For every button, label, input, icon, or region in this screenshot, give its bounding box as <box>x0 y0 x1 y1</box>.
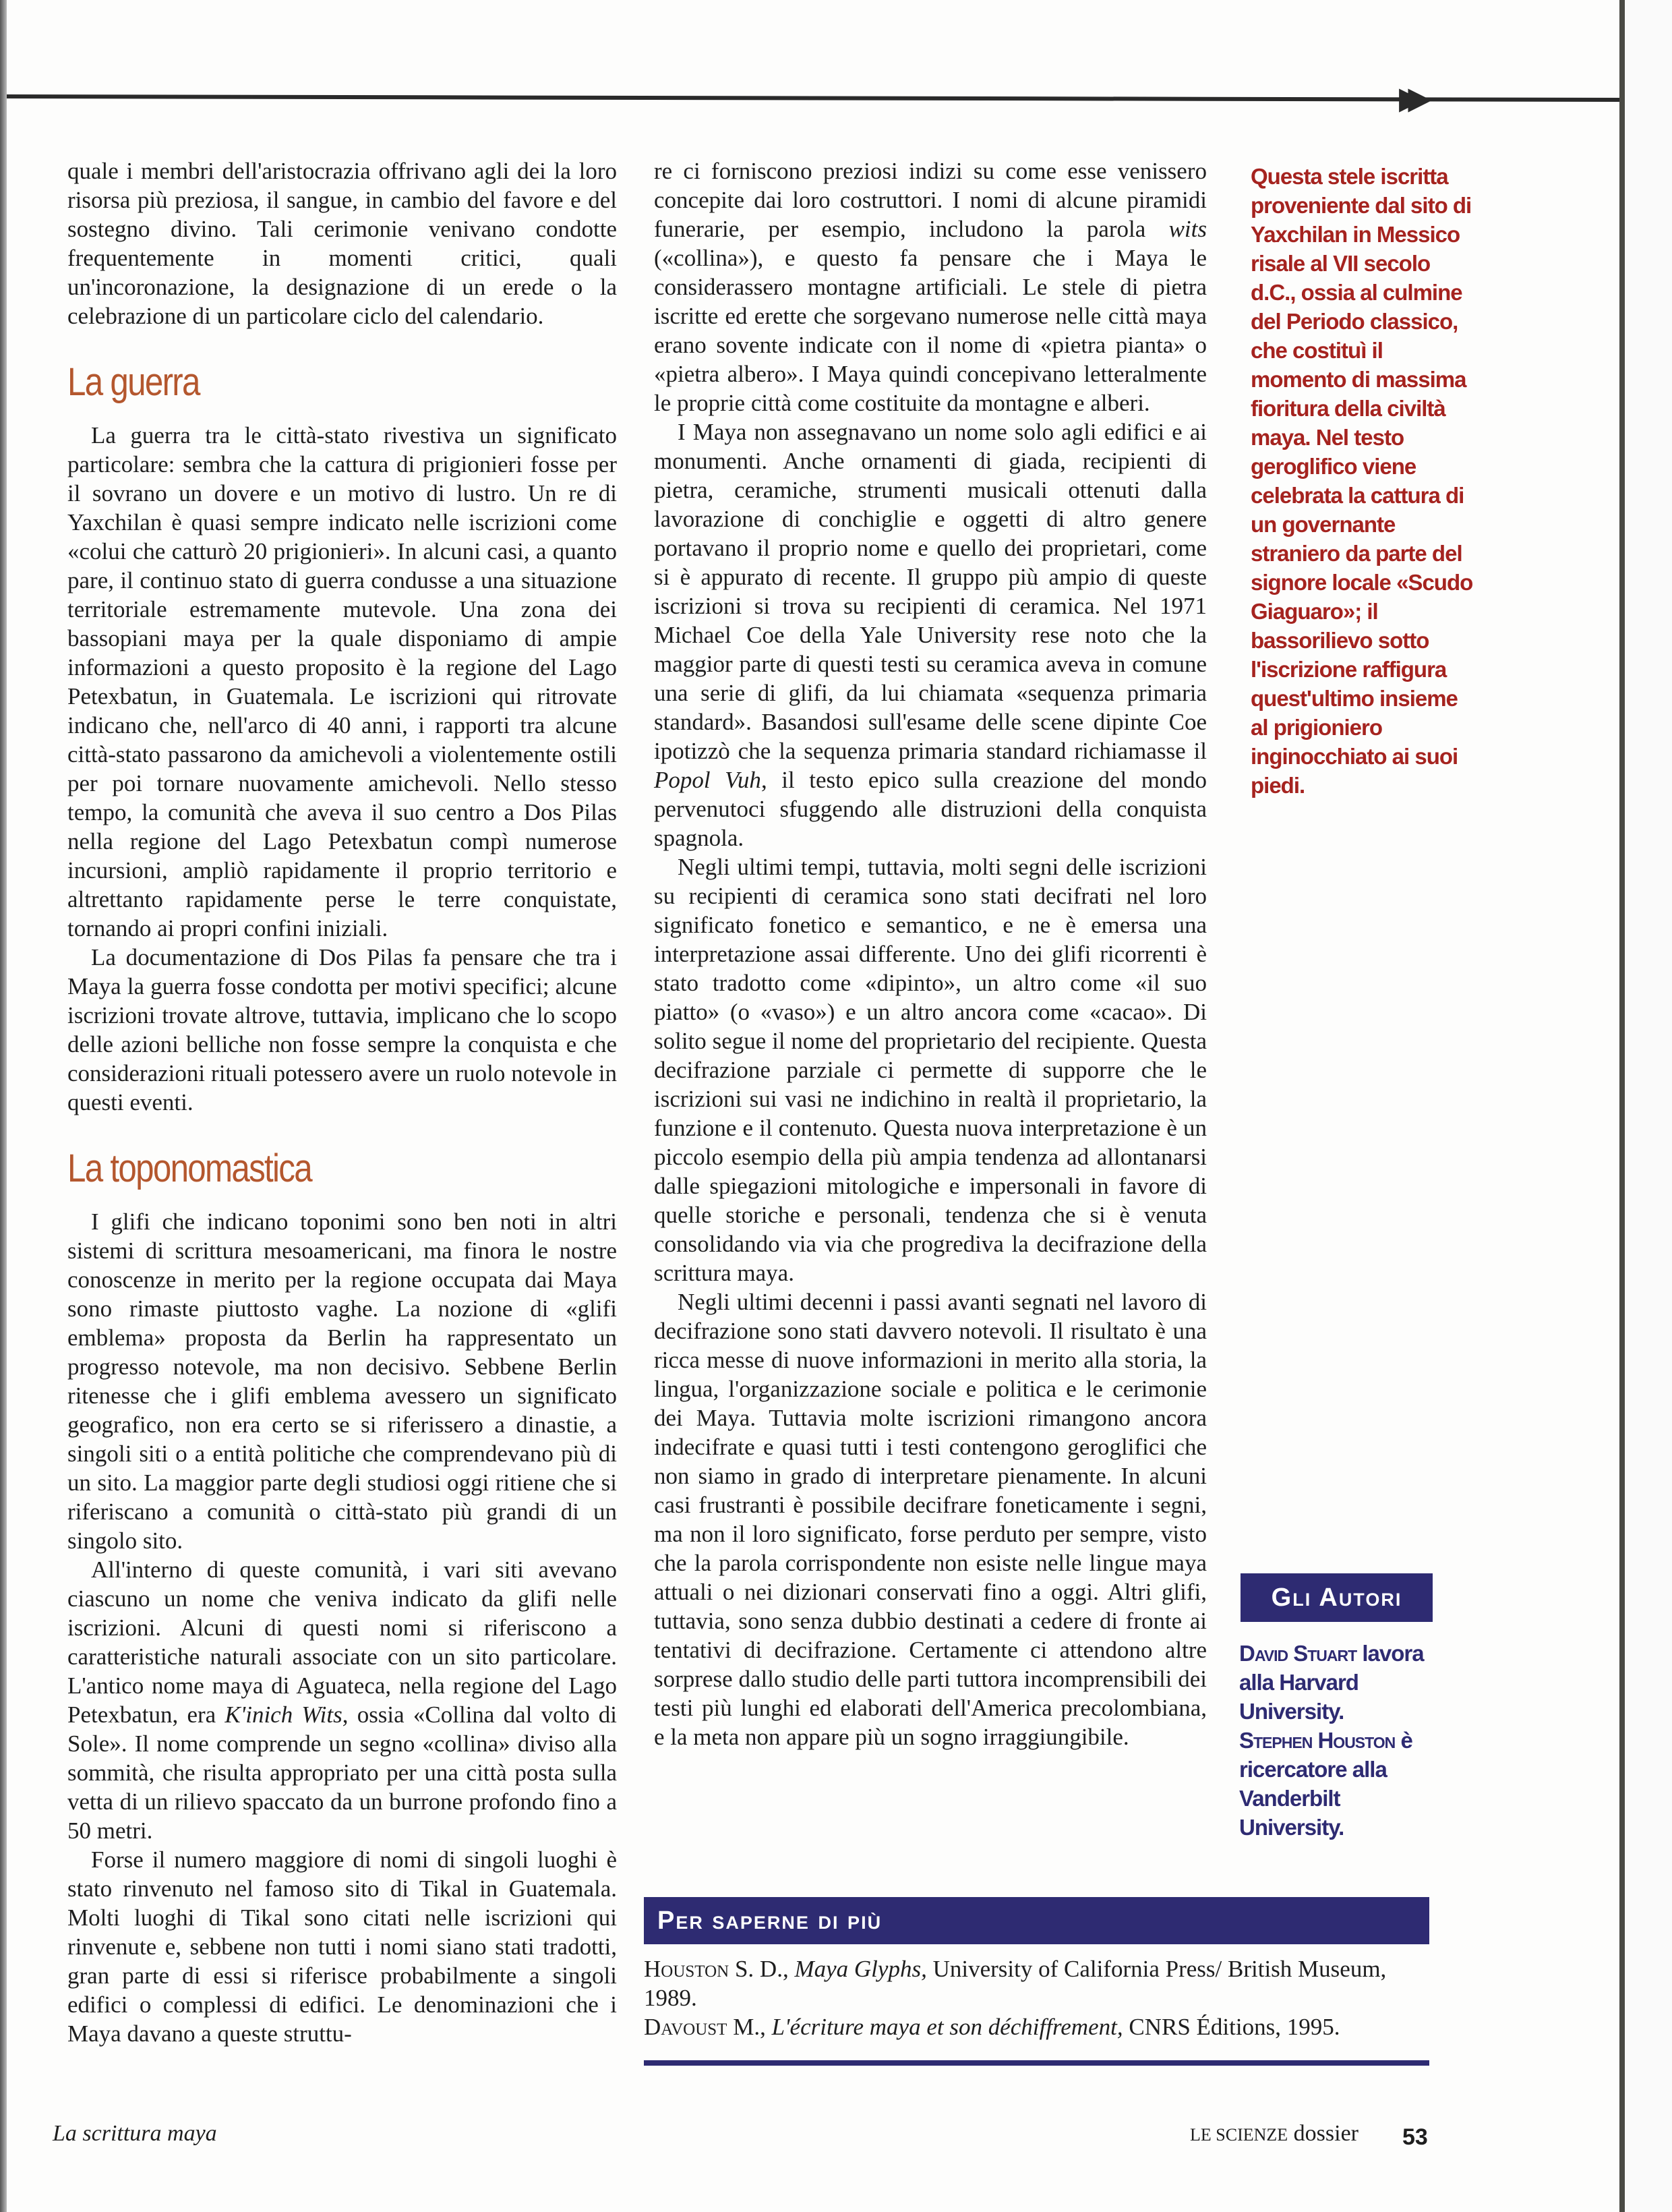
paragraph-text: All'interno di queste comunità, i vari siti avevano ciascuno un nome che veniva indicato da glifi nelle iscrizioni. Alcuni di questi nomi si riferiscono a caratteristiche naturali associate con un sito particolare. L'antico nome maya di Aguateca, nella regione del Lago Petexbatun, era <box>67 1556 617 1728</box>
paragraph-text: , il testo epico sulla creazione del mondo pervenutoci sfuggendo alle distruzioni della conquista spagnola. <box>654 767 1207 851</box>
box-bottom-rule <box>644 2060 1429 2066</box>
italic-term: K'inich Wits <box>225 1701 342 1728</box>
paragraph-text: I glifi che indicano toponimi sono ben noti in altri sistemi di scrittura mesoamericani, ma finora le nostre conoscenze in merito per la regione occupata dai Maya sono rimaste piuttosto vaghe. La nozione di «glifi emblema» proposta da Berlin ha rappresentato un progresso notevole, ma non decisivo. Sebbene Berlin ritenesse che i glifi emblema avessero un significato geografico, non era certo se si riferissero a dinastie, a singoli siti o a entità politiche che comprendevano più di un sito. La maggior parte degli studiosi oggi ritiene che si riferiscano a comunità o città-stato più grandi di un singolo sito. <box>67 1209 617 1554</box>
page-edge-right <box>1619 0 1625 2212</box>
image-caption: Questa stele iscritta proveniente dal sito di Yaxchilan in Messico risale al VII secolo d.C., ossia al culmine del Periodo classico, che costituì il momento di massima fioritura della civiltà maya. Nel testo geroglifico viene celebrata la cattura di un governante straniero da parte del signore locale «Scudo Giaguaro»; il bassorilievo sotto l'iscrizione raffigura quest'ultimo insieme al prigioniero inginocchiato ai suoi piedi. <box>1251 164 1473 798</box>
body-paragraph <box>654 417 1207 852</box>
body-paragraph <box>67 156 617 330</box>
italic-term: Popol Vuh <box>654 767 761 793</box>
paragraph-text: , ossia «Collina dal volto di Sole». Il nome comprende un segno «collina» diviso alla sommità, che risulta appropriato per una città posta sulla vetta di un rilievo spaccato da un burrone profondo fino a 50 metri. <box>67 1701 618 1844</box>
paragraphs-toponyms <box>67 1207 617 2048</box>
author-bio: è ricercatore alla Vanderbilt University. <box>1239 1728 1412 1840</box>
authors-heading: Gli Autori <box>1241 1573 1433 1622</box>
paragraphs-war <box>67 421 617 1117</box>
reference-publisher: CNRS Éditions, 1995. <box>1129 2014 1340 2040</box>
body-paragraph <box>67 421 617 943</box>
section-heading-toponyms: La toponomastica <box>67 1146 311 1190</box>
body-paragraph <box>67 1845 617 2048</box>
magazine-series: dossier <box>1293 2121 1358 2146</box>
left-column <box>67 156 617 2048</box>
paragraph-text: Negli ultimi decenni i passi avanti segnati nel lavoro di decifrazione sono stati davvero notevoli. Il risultato è una ricca messe di nuove informazioni in merito alla storia, la lingua, l'organizzazione sociale e politica e le cerimonie dei Maya. Tuttavia molte iscrizioni rimangono ancora indecifrate e quasi tutti i testi contengono geroglifici che non siamo in grado di interpretare pienamente. In alcuni casi frustranti è possibile decifrare foneticamente i segni, ma non il loro significato, forse perduto per sempre, visto che la parola corrispondente non esiste nelle lingue maya attuali o nei dizionari conservati fino a oggi. Altri glifi, tuttavia, sono senza dubbio destinati a cedere di fronte ai tentativi di decifrazione. Certamente ci attendono altre sorprese dallo studio delle parti tuttora incomprensibili dei testi più lunghi ed elaborati dell'America precolombiana, e la meta non appare più un sogno irraggiungibile. <box>654 1289 1207 1750</box>
section-heading-war: La guerra <box>67 360 200 404</box>
body-paragraph <box>67 1207 617 1555</box>
body-paragraph <box>654 852 1207 1287</box>
paragraphs-before <box>67 156 617 330</box>
middle-column <box>654 156 1207 1751</box>
footer-magazine <box>1190 2121 1358 2147</box>
page-margin-right <box>1625 0 1672 2212</box>
magazine-name: LE SCIENZE <box>1190 2125 1288 2145</box>
paragraph-text: quale i membri dell'aristocrazia offrivano agli dei la loro risorsa più preziosa, il sangue, in cambio del favore e del sostegno divino. Tali cerimonie venivano condotte frequentemente in momenti critici, quali un'incoronazione, la designazione di un erede o la celebrazione di un particolare ciclo del calendario. <box>67 158 617 329</box>
reference-title: Maya Glyphs, <box>794 1956 927 1982</box>
paragraph-text: La guerra tra le città-stato rivestiva un significato particolare: sembra che la cattura di prigionieri fosse per il sovrano un dovere e un motivo di lustro. Un re di Yaxchilan è quasi sempre indicato nelle iscrizioni come «colui che catturò 20 prigionieri». In alcuni casi, a quanto pare, il continuo stato di guerra condusse a una situazione territoriale estremamente mutevole. Una zona dei bassopiani maya per la quale disponiamo di ampie informazioni a questo proposito è la regione del Lago Petexbatun, in Guatemala. Le iscrizioni qui ritrovate indicano che, nell'arco di 40 anni, i rapporti tra alcune città-stato passarono da amichevoli a violentemente ostili per poi tornare nuovamente amichevoli. Nello stesso tempo, la comunità che aveva il suo centro a Dos Pilas nella regione del Lago Petexbatun compì numerose incursioni, ampliò rapidamente il proprio territorio e altrettanto rapidamente perse le terre conquistate, tornando ai propri confini iniziali. <box>67 422 617 941</box>
page-number: 53 <box>1402 2124 1428 2150</box>
body-paragraph <box>67 943 617 1117</box>
paragraphs-middle <box>654 156 1207 1751</box>
reference-title: L'écriture maya et son déchiffrement, <box>771 2014 1123 2040</box>
paragraph-text: Negli ultimi tempi, tuttavia, molti segni delle iscrizioni su recipienti di ceramica sono stati decifrati nel loro significato fonetico e semantico, e ne è emersa una interpretazione assai differente. Uno dei glifi ricorrenti è stato tradotto come «dipinto», un altro come «il suo piatto» (o «vaso») e un altro ancora come «cacao». Di solito segue il nome del proprietario del recipiente. Questa decifrazione parziale ci permette di supporre che le iscrizioni sui vasi ne indichino in realtà il proprietario, la funzione e il contenuto. Questa nuova interpretazione è un piccolo esempio della più ampia tendenza ad allontanarsi dalle spiegazioni mitologiche e impersonali in favore di quelle storiche e personali, tendenza che si è venuta consolidando via via che progrediva la decifrazione della scrittura maya. <box>654 854 1207 1286</box>
reference-item <box>644 1954 1429 2012</box>
author-bio: lavora alla Harvard University. <box>1239 1641 1424 1724</box>
body-paragraph <box>67 1555 617 1845</box>
italic-term: wits <box>1168 216 1207 242</box>
further-reading-list <box>644 1954 1429 2041</box>
reference-author: Houston S. D., <box>644 1956 789 1982</box>
reference-item <box>644 2012 1429 2041</box>
paragraph-text: («collina»), e questo fa pensare che i Maya le considerassero montagne artificiali. Le stele di pietra iscritte ed erette che sorgevano numerose nelle città maya erano sovente indicate con il nome di «pietra pianta» o «pietra albero». I Maya quindi concepivano letteralmente le proprie città come costituite da montagne e alberi. <box>654 245 1207 416</box>
reference-author: Davoust M., <box>644 2014 766 2040</box>
continue-arrows-icon: ▶▶ <box>1399 80 1417 116</box>
page-edge-left <box>0 0 7 2212</box>
body-paragraph <box>654 1287 1207 1751</box>
authors-box <box>1239 1639 1441 1842</box>
author-name: David Stuart <box>1239 1641 1357 1666</box>
paragraph-text: Forse il numero maggiore di nomi di singoli luoghi è stato rinvenuto nel famoso sito di Tikal in Guatemala. Molti luoghi di Tikal sono citati nelle iscrizioni qui rinvenute e, sebbene non tutti i nomi siano stati tradotti, gran parte di essi si riferisce probabilmente a singoli edifici o complessi di edifici. Le denominazioni che i Maya davano a queste struttu- <box>67 1846 617 2047</box>
further-reading-heading: Per saperne di più <box>644 1897 1429 1944</box>
paragraph-text: La documentazione di Dos Pilas fa pensare che tra i Maya la guerra fosse condotta per motivi specifici; alcune iscrizioni trovate altrove, tuttavia, implicano che lo scopo delle azioni belliche non fosse sempre la conquista e che considerazioni rituali potessero avere un ruolo notevole in questi eventi. <box>67 944 617 1115</box>
reference-publisher: University of California Press/ British Museum, 1989. <box>644 1956 1387 2011</box>
paragraph-text: I Maya non assegnavano un nome solo agli edifici e ai monumenti. Anche ornamenti di giada, recipienti di pietra, ceramiche, strumenti musicali ottenuti dalla lavorazione di conchiglie e oggetti di altro genere portavano il proprio nome e quello dei proprietari, come si è appurato di recente. Il gruppo più ampio di queste iscrizioni si trova su recipienti di ceramica. Nel 1971 Michael Coe della Yale University rese noto che la maggior parte di questi testi su ceramica aveva in comune una serie di glifi, da lui chiamata «sequenza primaria standard». Basandosi sull'esame delle scene dipinte Coe ipotizzò che la sequenza primaria standard richiamasse il <box>654 419 1207 764</box>
body-paragraph <box>654 156 1207 417</box>
paragraph-text: re ci forniscono preziosi indizi su come esse venissero concepite dai loro costruttori. I nomi di alcune piramidi funerarie, per esempio, includono la parola <box>654 158 1207 242</box>
footer-section-title: La scrittura maya <box>53 2121 217 2146</box>
top-rule <box>7 94 1619 102</box>
author-name: Stephen Houston <box>1239 1728 1396 1753</box>
